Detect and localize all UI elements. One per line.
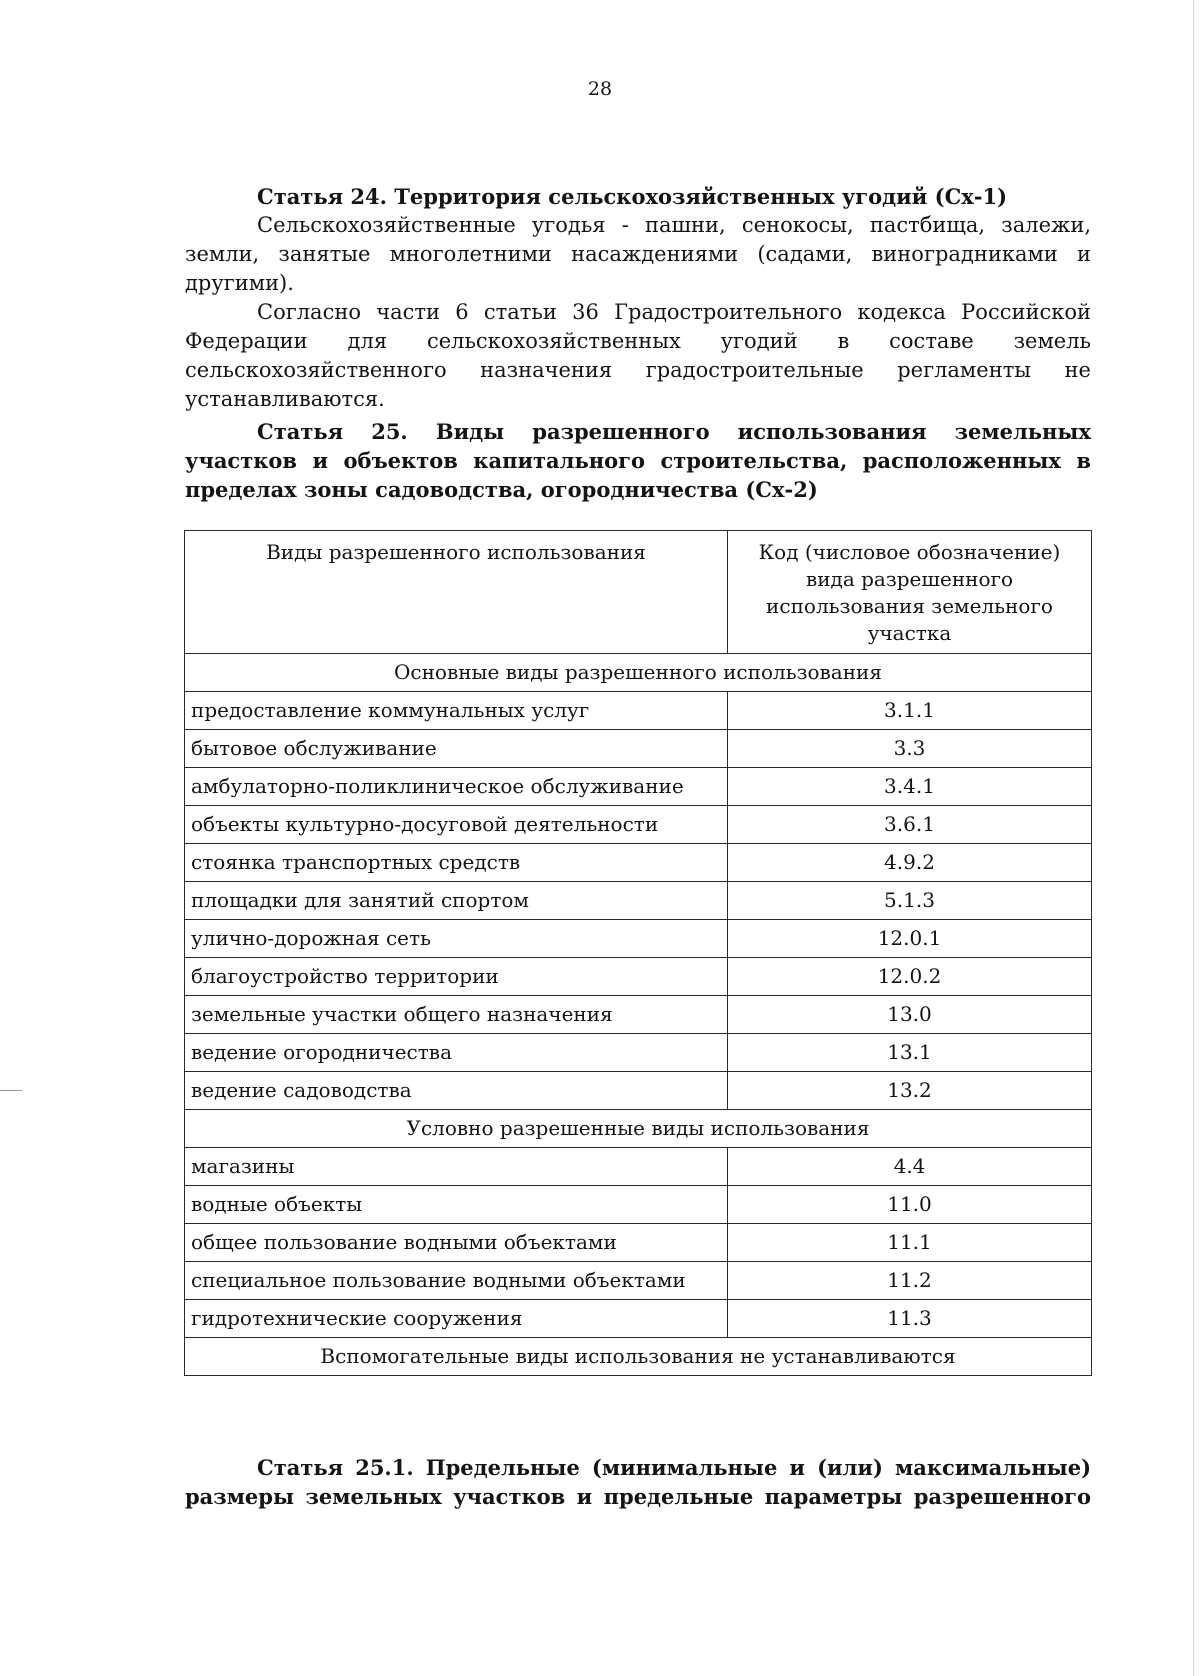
table-row (185, 692, 1092, 730)
section-row (185, 1110, 1092, 1148)
use-cell: магазины (185, 1148, 728, 1186)
table-row (185, 1300, 1092, 1338)
use-cell: благоустройство территории (185, 958, 728, 996)
article-24-paragraph-2: Согласно части 6 статьи 36 Градостроительного кодекса Российской Федерации для сельскохозяйственных угодий в составе земель сельскохозяйственного назначения градостроительные регламенты не устанавливаются. (185, 300, 1091, 411)
scan-edge-line (1193, 0, 1194, 1676)
table-row (185, 768, 1092, 806)
code-cell: 13.1 (728, 1034, 1092, 1072)
permitted-uses-table (184, 530, 1092, 1376)
code-cell: 11.0 (728, 1186, 1092, 1224)
table-row (185, 730, 1092, 768)
use-cell: бытовое обслуживание (185, 730, 728, 768)
code-cell: 3.1.1 (728, 692, 1092, 730)
use-cell: ведение садоводства (185, 1072, 728, 1110)
table-row (185, 1148, 1092, 1186)
section-row (185, 1338, 1092, 1376)
code-cell: 11.1 (728, 1224, 1092, 1262)
use-cell: площадки для занятий спортом (185, 882, 728, 920)
table-row (185, 920, 1092, 958)
code-cell: 12.0.1 (728, 920, 1092, 958)
article-25-1-title: Статья 25.1. Предельные (минимальные и (или) максимальные) размеры земельных участков и предельные параметры разрешенного (185, 1455, 1091, 1509)
use-cell: ведение огородничества (185, 1034, 728, 1072)
use-cell: специальное пользование водными объектами (185, 1262, 728, 1300)
section-conditional: Условно разрешенные виды использования (185, 1110, 1092, 1148)
section-main: Основные виды разрешенного использования (185, 654, 1092, 692)
use-cell: стоянка транспортных средств (185, 844, 728, 882)
table-row (185, 1224, 1092, 1262)
article-25 (185, 417, 1091, 504)
use-cell: улично-дорожная сеть (185, 920, 728, 958)
table-row (185, 1262, 1092, 1300)
table-row (185, 1034, 1092, 1072)
section-auxiliary: Вспомогательные виды использования не устанавливаются (185, 1338, 1092, 1376)
code-cell: 3.6.1 (728, 806, 1092, 844)
code-cell: 13.0 (728, 996, 1092, 1034)
code-cell: 11.2 (728, 1262, 1092, 1300)
margin-mark (0, 1090, 22, 1091)
code-cell: 13.2 (728, 1072, 1092, 1110)
article-24 (185, 182, 1091, 414)
page-number: 28 (587, 78, 613, 100)
table-row (185, 806, 1092, 844)
use-cell: общее пользование водными объектами (185, 1224, 728, 1262)
code-cell: 4.9.2 (728, 844, 1092, 882)
use-cell: амбулаторно-поликлиническое обслуживание (185, 768, 728, 806)
table-row (185, 1072, 1092, 1110)
use-cell: водные объекты (185, 1186, 728, 1224)
table-row (185, 882, 1092, 920)
table-row (185, 1186, 1092, 1224)
table-row (185, 958, 1092, 996)
code-cell: 11.3 (728, 1300, 1092, 1338)
code-cell: 5.1.3 (728, 882, 1092, 920)
header-use: Виды разрешенного использования (185, 531, 728, 654)
code-cell: 12.0.2 (728, 958, 1092, 996)
article-25-1 (185, 1453, 1091, 1511)
table-row (185, 996, 1092, 1034)
use-cell: гидротехнические сооружения (185, 1300, 728, 1338)
header-code: Код (числовое обозначение) вида разрешенного использования земельного участка (728, 531, 1092, 654)
table-row (185, 844, 1092, 882)
code-cell: 3.4.1 (728, 768, 1092, 806)
use-cell: земельные участки общего назначения (185, 996, 728, 1034)
use-cell: предоставление коммунальных услуг (185, 692, 728, 730)
table-header-row (185, 531, 1092, 654)
article-24-title: Статья 24. Территория сельскохозяйственных угодий (Сх-1) (257, 184, 1008, 209)
article-24-paragraph-1: Сельскохозяйственные угодья - пашни, сенокосы, пастбища, залежи, земли, занятые многолетними насаждениями (садами, виноградниками и другими). (185, 213, 1091, 295)
use-cell: объекты культурно-досуговой деятельности (185, 806, 728, 844)
code-cell: 4.4 (728, 1148, 1092, 1186)
article-25-title: Статья 25. Виды разрешенного использования земельных участков и объектов капитального строительства, расположенных в пределах зоны садоводства, огородничества (Сх-2) (185, 419, 1091, 502)
code-cell: 3.3 (728, 730, 1092, 768)
section-row (185, 654, 1092, 692)
